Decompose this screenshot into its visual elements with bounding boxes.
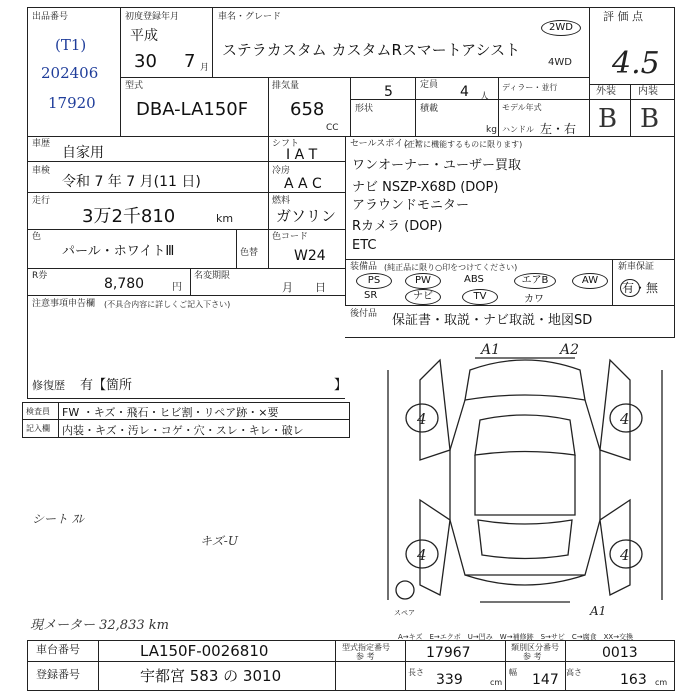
equip-leather: カワ [524, 294, 544, 305]
rating-label: 評 価 点 [603, 10, 643, 23]
type-code: DBA-LA150F [136, 99, 249, 120]
chassis-number: LA150F-0026810 [140, 642, 269, 660]
dealer-label: ディラー・並行 [502, 83, 558, 92]
damage-mark: 4 [417, 410, 427, 428]
equip-abs: ABS [464, 274, 484, 285]
repair-close: 】 [334, 378, 348, 393]
exterior-label: 外装 [596, 86, 616, 97]
ac-label: 冷房 [272, 166, 291, 176]
notes-label: 注意事項申告欄 [32, 299, 96, 309]
color-code-label: 色コード [272, 232, 309, 242]
repair-value: 有【箇所 [80, 378, 133, 393]
equip-navi: ナビ [405, 289, 441, 305]
shift: I A T [286, 147, 318, 163]
lot-line-1: (T1) [55, 36, 87, 54]
overall-rating: 4.5 [612, 46, 660, 81]
color-label: 色 [32, 232, 42, 242]
drive-2wd-circled: 2WD [541, 20, 581, 36]
car-damage-diagram [380, 340, 680, 630]
lot-line-2: 202406 [41, 64, 99, 82]
type-designation: 17967 [426, 645, 471, 661]
month-day: 月 日 [282, 281, 326, 294]
yen-unit: 円 [172, 282, 182, 293]
warranty-value: 有・無 [622, 281, 659, 295]
displacement: 658 [290, 99, 325, 120]
interior-label: 内装 [638, 86, 658, 97]
cm-unit: cm [655, 678, 668, 687]
registration-era: 平成 [130, 28, 158, 44]
color-code: W24 [294, 248, 326, 264]
damage-legend: A→キズ E→エクボ U→凹み W→補修跡 S→サビ C→腐食 XX→交換 [398, 633, 634, 641]
retrofit-value: 保証書・取説・ナビ取説・地図SD [392, 313, 593, 328]
shape-label: 形状 [355, 104, 374, 114]
height: 163 [620, 672, 647, 688]
load-label: 積載 [420, 104, 439, 114]
sales-item: Rカメラ (DOP) [352, 219, 443, 234]
equip-ps: PS [356, 273, 392, 289]
scratch-note: キズ-U [200, 534, 238, 548]
month-unit: 月 [200, 63, 210, 73]
equip-airbag: エアB [514, 273, 556, 289]
model-name: ステラカスタム カスタムRスマートアシスト [222, 41, 521, 59]
repair-label: 修復歴 [32, 379, 65, 392]
equipment-sub: (純正品に限り○印をつけてください) [384, 263, 518, 272]
sales-item: ナビ NSZP-X68D (DOP) [352, 180, 499, 195]
inspection-date: 令和 7 年 7 月(11 日) [62, 174, 201, 190]
shift-label: シフト [272, 139, 300, 149]
equip-aw: AW [572, 273, 608, 289]
cc-unit: CC [326, 123, 339, 133]
doors: 4 [460, 84, 469, 100]
ac: A A C [284, 176, 322, 192]
recycle-label: R券 [32, 271, 48, 281]
color-change-label: 色替 [240, 248, 259, 258]
length-label: 長さ [408, 668, 424, 677]
damage-mark: A1 [481, 342, 501, 358]
handle-value: 左・右 [540, 122, 577, 136]
type-designation-label: 型式指定番号 [342, 643, 390, 652]
meter-note: 現メーター 32,833 km [30, 618, 169, 633]
kg-unit: kg [486, 125, 497, 135]
registration-month: 7 [184, 51, 196, 72]
model-year-label: モデル年式 [502, 103, 542, 112]
equipment-label: 装備品 [350, 262, 378, 272]
chassis-label: 車台番号 [36, 643, 80, 656]
retrofit-label: 後付品 [350, 309, 378, 319]
sales-item: アラウンドモニター [352, 198, 470, 213]
spare-label: スペア [394, 609, 415, 617]
mileage: 3万2千810 [82, 206, 176, 227]
damage-mark: 4 [620, 546, 630, 564]
usage-label: 車歴 [32, 139, 51, 149]
nameplate-label: 名変期限 [194, 271, 231, 281]
sales-label: セールスポイント [350, 139, 422, 149]
seat-note: シート ｽﾚ [32, 512, 84, 526]
inspector-row-2: 内装・キズ・汚レ・コゲ・穴・スレ・キレ・破レ [62, 424, 304, 437]
length: 339 [436, 672, 463, 688]
person-unit: 人 [480, 92, 490, 102]
damage-mark: 4 [417, 546, 427, 564]
drive-4wd: 4WD [548, 57, 572, 68]
capacity-label: 定員 [420, 80, 439, 90]
usage: 自家用 [62, 145, 104, 161]
fuel: ガソリン [276, 207, 337, 225]
height-label: 高さ [566, 668, 582, 677]
sales-item: ETC [352, 238, 377, 253]
plate-label: 登録番号 [36, 668, 80, 681]
plate-number: 宇都宮 583 の 3010 [140, 667, 282, 685]
color: パール・ホワイトⅢ [62, 244, 175, 259]
fuel-label: 燃料 [272, 196, 291, 206]
lot-number-label: 出品番号 [32, 12, 69, 22]
type-label: 型式 [125, 81, 144, 91]
warranty-label: 新車保証 [618, 262, 655, 272]
equip-tv: TV [462, 289, 498, 305]
lot-line-3: 17920 [48, 94, 96, 112]
km-unit: km [216, 212, 234, 225]
recycle-fee: 8,780 [104, 276, 145, 292]
cm-unit: cm [490, 678, 503, 687]
displacement-label: 排気量 [272, 81, 300, 91]
model-grade-label: 車名・グレード [218, 12, 282, 22]
inspector-label-1: 検査員 [26, 407, 50, 416]
registration-year: 30 [134, 51, 157, 72]
ref-label: 参 考 [356, 652, 375, 661]
inspection-label: 車検 [32, 166, 51, 176]
inspector-label-2: 記入欄 [26, 424, 50, 433]
exterior-grade: B [598, 104, 618, 134]
equip-sr: SR [364, 290, 378, 301]
sales-item: ワンオーナー・ユーザー買取 [352, 158, 522, 173]
sales-sub: (正常に機能するものに限ります) [404, 140, 523, 149]
category-number: 0013 [602, 645, 638, 661]
damage-mark: 4 [620, 410, 630, 428]
capacity: 5 [384, 84, 393, 100]
damage-mark: A2 [560, 342, 580, 358]
first-registration-label: 初度登録年月 [125, 12, 180, 22]
mileage-label: 走行 [32, 196, 51, 206]
ref-label: 参 考 [523, 652, 542, 661]
inspector-row-1: FW ・キズ・飛石・ヒビ割・リペア跡・×要 [62, 406, 279, 419]
warranty-circle [620, 279, 640, 297]
width-label: 幅 [509, 668, 517, 677]
damage-mark: A1 [590, 604, 607, 618]
width: 147 [532, 672, 559, 688]
handle-label: ハンドル [502, 125, 534, 134]
category-label: 類別区分番号 [511, 643, 559, 652]
notes-sub: (不具合内容に詳しくご記入下さい) [104, 300, 231, 309]
equip-pw: PW [405, 273, 441, 289]
interior-grade: B [640, 104, 660, 134]
